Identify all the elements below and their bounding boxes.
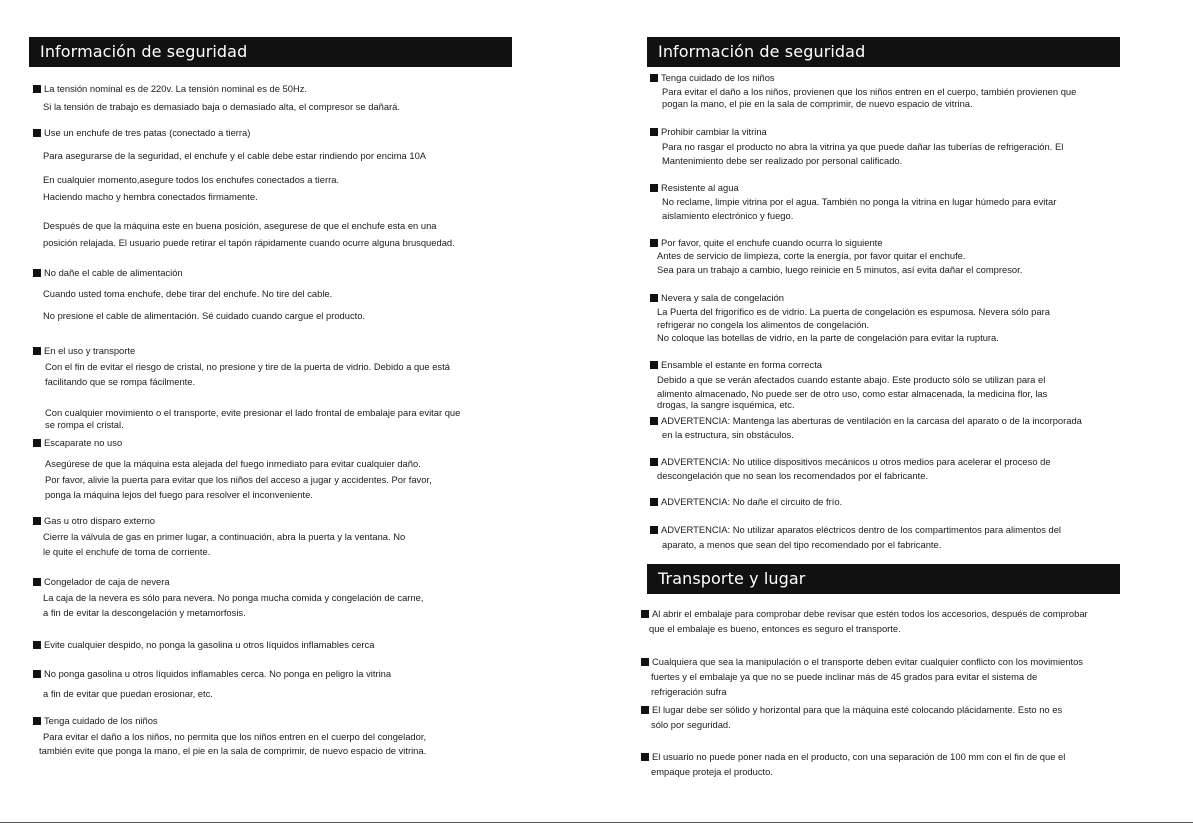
bullet-title: Resistente al agua bbox=[650, 182, 739, 194]
bullet-title: No ponga gasolina u otros líquidos inflamables cerca. No ponga en peligro la vitrina bbox=[33, 668, 391, 680]
body-line: descongelación que no sean los recomendados por el fabricante. bbox=[657, 470, 929, 481]
bullet-title: Tenga cuidado de los niños bbox=[650, 72, 775, 84]
bullet-title: Prohibir cambiar la vitrina bbox=[650, 126, 767, 138]
bullet-square-icon bbox=[33, 578, 41, 586]
bullet-title: ADVERTENCIA: No utilice dispositivos mecánicos u otros medios para acelerar el proceso de bbox=[650, 456, 1051, 468]
body-line: a fin de evitar la descongelación y metamorfosis. bbox=[43, 607, 246, 618]
bullet-square-icon bbox=[650, 498, 658, 506]
bullet-title: Escaparate no uso bbox=[33, 437, 122, 449]
bullet-square-icon bbox=[33, 85, 41, 93]
body-line: Para evitar el daño a los niños, no permita que los niños entren en el cuerpo del congelador, bbox=[43, 731, 427, 742]
bullet-square-icon bbox=[650, 526, 658, 534]
bullet-square-icon bbox=[641, 706, 649, 714]
bullet-square-icon bbox=[641, 658, 649, 666]
body-line: Antes de servicio de limpieza, corte la energía, por favor quitar el enchufe. bbox=[657, 250, 966, 261]
body-line: le quite el enchufe de toma de corriente. bbox=[43, 546, 211, 557]
bullet-title: Al abrir el embalaje para comprobar debe revisar que estén todos los accesorios, después de comprobar bbox=[641, 608, 1088, 620]
body-line: Con el fin de evitar el riesgo de cristal, no presione y tire de la puerta de vidrio. Debido a que está bbox=[45, 361, 450, 372]
body-line: En cualquier momento,asegure todos los enchufes conectados a tierra. bbox=[43, 174, 340, 185]
bullet-title: ADVERTENCIA: No utilizar aparatos eléctricos dentro de los compartimentos para alimentos del bbox=[650, 524, 1061, 536]
bullet-square-icon bbox=[650, 458, 658, 466]
body-line: Debido a que se verán afectados cuando estante abajo. Este producto sólo se utilizan para el bbox=[657, 374, 1046, 385]
bullet-title: Evite cualquier despido, no ponga la gasolina u otros líquidos inflamables cerca bbox=[33, 639, 374, 651]
bullet-title: En el uso y transporte bbox=[33, 345, 135, 357]
body-line: Para no rasgar el producto no abra la vitrina ya que puede dañar las tuberías de refrigeración. El bbox=[662, 141, 1064, 152]
bullet-square-icon bbox=[650, 74, 658, 82]
bullet-title: ADVERTENCIA: Mantenga las aberturas de ventilación en la carcasa del aparato o de la incorporada bbox=[650, 415, 1082, 427]
body-line: alimento almacenado, No puede ser de otro uso, como estar almacenada, la medicina flor, las bbox=[657, 388, 1048, 399]
bullet-square-icon bbox=[650, 239, 658, 247]
body-line: también evite que ponga la mano, el pie en la sala de comprimir, de nuevo espacio de vitrina. bbox=[39, 745, 427, 756]
bullet-title: Use un enchufe de tres patas (conectado a tierra) bbox=[33, 127, 250, 139]
body-line: a fin de evitar que puedan erosionar, etc. bbox=[43, 688, 213, 699]
bullet-title: La tensión nominal es de 220v. La tensión nominal es de 50Hz. bbox=[33, 83, 307, 95]
body-line: No reclame, limpie vitrina por el agua. También no ponga la vitrina en lugar húmedo para evitar bbox=[662, 196, 1057, 207]
bullet-title: Cualquiera que sea la manipulación o el transporte deben evitar cualquier conflicto con los movimientos bbox=[641, 656, 1083, 668]
bullet-square-icon bbox=[650, 294, 658, 302]
body-line: La caja de la nevera es sólo para nevera. No ponga mucha comida y congelación de carne, bbox=[43, 592, 424, 603]
bullet-square-icon bbox=[33, 717, 41, 725]
body-line: sólo por seguridad. bbox=[651, 719, 731, 730]
right-page bbox=[597, 0, 1193, 825]
body-line: aparato, a menos que sean del tipo recomendado por el fabricante. bbox=[662, 539, 942, 550]
bullet-square-icon bbox=[33, 670, 41, 678]
body-line: facilitando que se rompa fácilmente. bbox=[45, 376, 196, 387]
bullet-square-icon bbox=[33, 129, 41, 137]
bullet-square-icon bbox=[33, 269, 41, 277]
body-line: La Puerta del frigorífico es de vidrio. La puerta de congelación es espumosa. Nevera sólo para bbox=[657, 306, 1050, 317]
body-line: Si la tensión de trabajo es demasiado baja o demasiado alta, el compresor se dañará. bbox=[43, 101, 400, 112]
body-line: en la estructura, sin obstáculos. bbox=[662, 429, 794, 440]
body-line: Cuando usted toma enchufe, debe tirar del enchufe. No tire del cable. bbox=[43, 288, 333, 299]
body-line: Con cualquier movimiento o el transporte, evite presionar el lado frontal de embalaje para evitar que bbox=[45, 407, 461, 418]
body-line: refrigerar no congela los alimentos de congelación. bbox=[657, 319, 870, 330]
body-line: posición relajada. El usuario puede retirar el tapón rápidamente cuando ocurre alguna brusquedad. bbox=[43, 237, 455, 248]
bullet-title: Por favor, quite el enchufe cuando ocurra lo siguiente bbox=[650, 237, 883, 249]
bullet-title: Gas u otro disparo externo bbox=[33, 515, 155, 527]
body-line: Haciendo macho y hembra conectados firmamente. bbox=[43, 191, 258, 202]
body-line: drogas, la sangre isquémica, etc. bbox=[657, 399, 795, 410]
bullet-square-icon bbox=[33, 439, 41, 447]
body-line: Mantenimiento debe ser realizado por personal calificado. bbox=[662, 155, 903, 166]
body-line: Cierre la válvula de gas en primer lugar, a continuación, abra la puerta y la ventana. No bbox=[43, 531, 406, 542]
bullet-title: Nevera y sala de congelación bbox=[650, 292, 784, 304]
bullet-title: Ensamble el estante en forma correcta bbox=[650, 359, 822, 371]
body-line: refrigeración sufra bbox=[651, 686, 727, 697]
body-line: aislamiento electrónico y fuego. bbox=[662, 210, 794, 221]
body-line: Para evitar el daño a los niños, provienen que los niños entren en el cuerpo, también provienen que bbox=[662, 86, 1077, 97]
bullet-square-icon bbox=[650, 361, 658, 369]
body-line: se rompa el cristal. bbox=[45, 419, 124, 430]
transport-section-header: Transporte y lugar bbox=[647, 564, 1120, 594]
body-line: fuertes y el embalaje ya que no se puede inclinar más de 45 grados para evitar el sistema de bbox=[651, 671, 1038, 682]
bullet-square-icon bbox=[650, 417, 658, 425]
bullet-square-icon bbox=[650, 184, 658, 192]
body-line: Sea para un trabajo a cambio, luego reinicie en 5 minutos, así evita dañar el compresor. bbox=[657, 264, 1023, 275]
bullet-title: El usuario no puede poner nada en el producto, con una separación de 100 mm con el fin de que el bbox=[641, 751, 1065, 763]
body-line: Asegúrese de que la máquina esta alejada del fuego inmediato para evitar cualquier daño. bbox=[45, 458, 421, 469]
body-line: No presione el cable de alimentación. Sé cuidado cuando cargue el producto. bbox=[43, 310, 366, 321]
bullet-title: Congelador de caja de nevera bbox=[33, 576, 170, 588]
bullet-square-icon bbox=[641, 610, 649, 618]
left-page bbox=[0, 0, 596, 825]
bullet-square-icon bbox=[641, 753, 649, 761]
body-line: ponga la máquina lejos del fuego para resolver el inconveniente. bbox=[45, 489, 313, 500]
body-line: Después de que la máquina este en buena posición, asegurese de que el enchufe esta en una bbox=[43, 220, 437, 231]
bullet-square-icon bbox=[33, 347, 41, 355]
right-section-header: Información de seguridad bbox=[647, 37, 1120, 67]
bullet-title: No dañe el cable de alimentación bbox=[33, 267, 183, 279]
page-bottom-divider bbox=[0, 822, 1193, 823]
body-line: empaque proteja el producto. bbox=[651, 766, 773, 777]
body-line: que el embalaje es bueno, entonces es seguro el transporte. bbox=[649, 623, 901, 634]
body-line: pogan la mano, el pie en la sala de comprimir, de nuevo espacio de vitrina. bbox=[662, 98, 973, 109]
bullet-title: El lugar debe ser sólido y horizontal para que la máquina esté colocando plácidamente. Esto no es bbox=[641, 704, 1062, 716]
body-line: No coloque las botellas de vidrio, en la parte de congelación para evitar la ruptura. bbox=[657, 332, 999, 343]
bullet-title: ADVERTENCIA: No dañe el circuito de frío. bbox=[650, 496, 842, 508]
bullet-title: Tenga cuidado de los niños bbox=[33, 715, 158, 727]
left-section-header: Información de seguridad bbox=[29, 37, 512, 67]
bullet-square-icon bbox=[33, 641, 41, 649]
body-line: Para asegurarse de la seguridad, el enchufe y el cable debe estar rindiendo por encima 10A bbox=[43, 150, 427, 161]
bullet-square-icon bbox=[650, 128, 658, 136]
body-line: Por favor, alivie la puerta para evitar que los niños del acceso a jugar y accidentes. Por favor, bbox=[45, 474, 432, 485]
bullet-square-icon bbox=[33, 517, 41, 525]
